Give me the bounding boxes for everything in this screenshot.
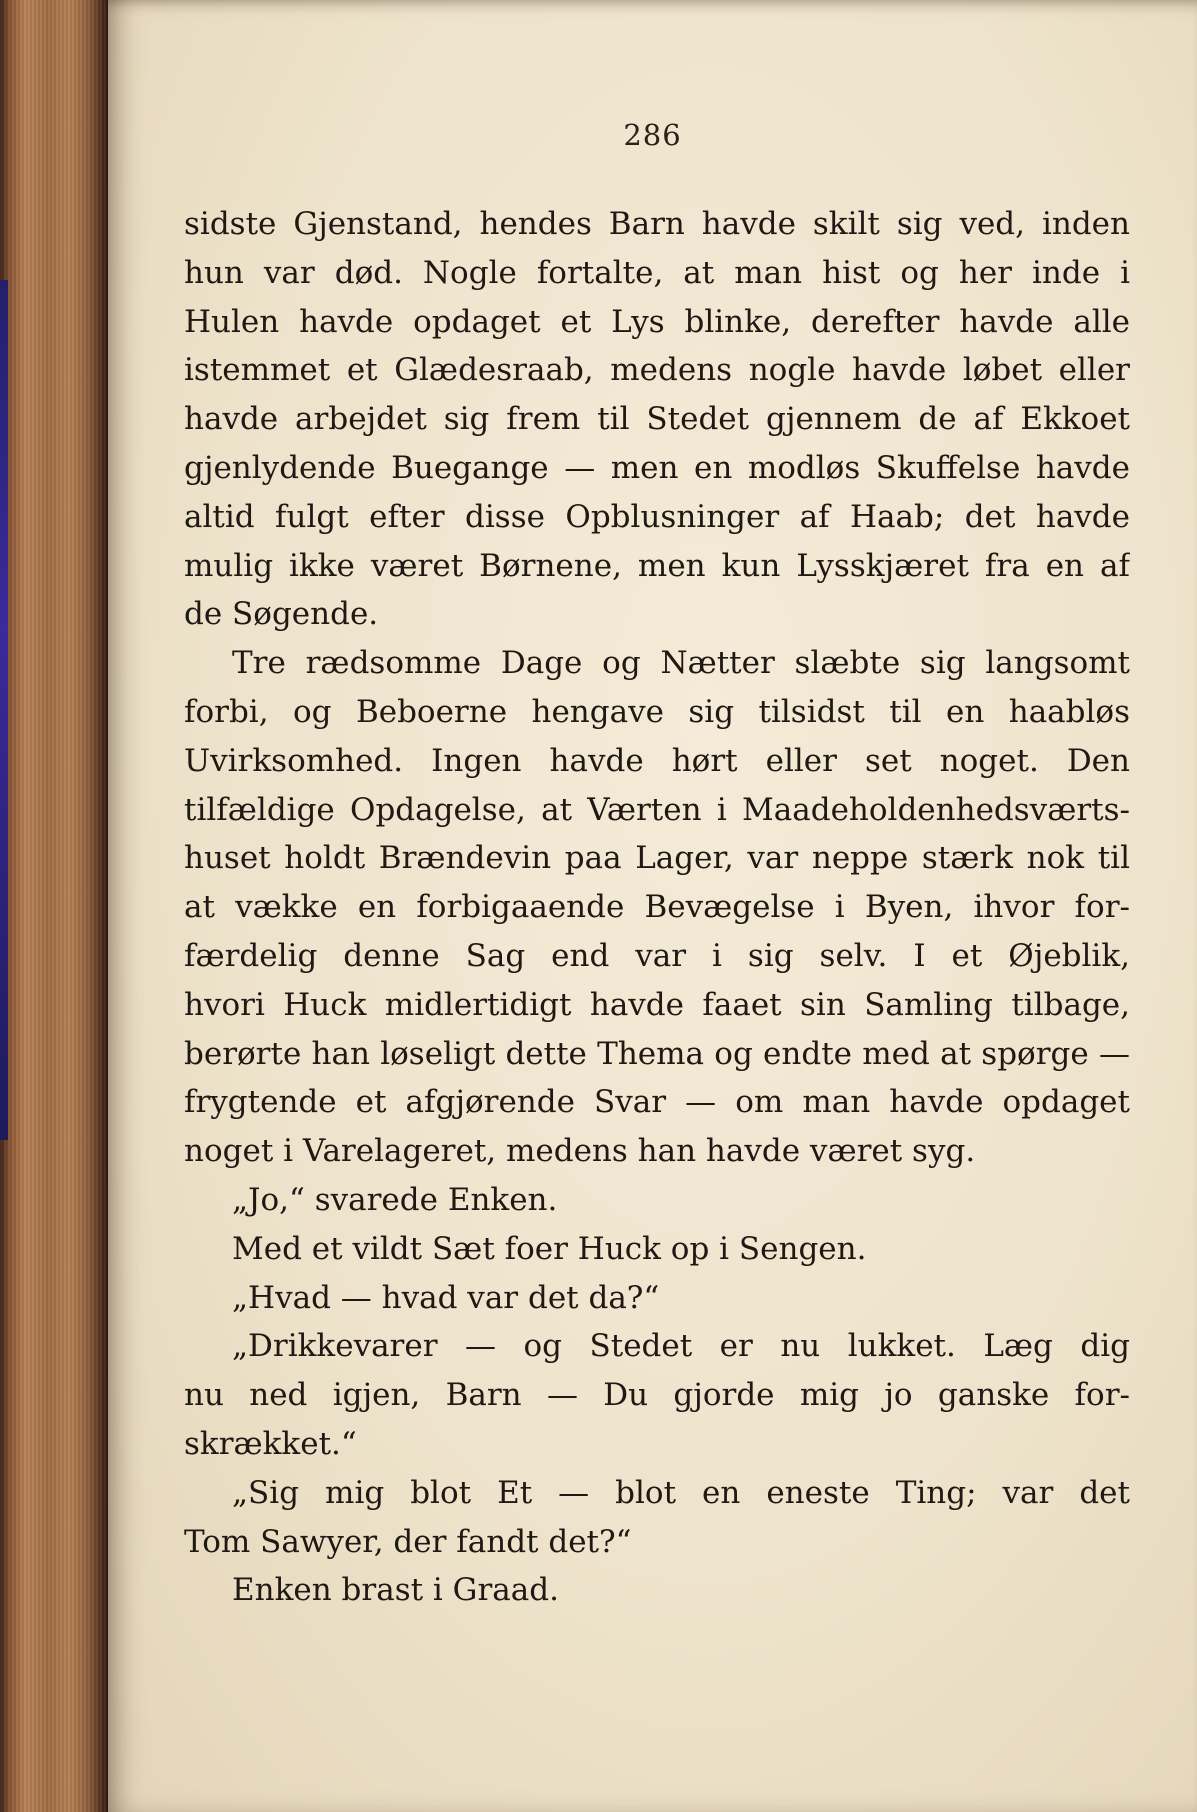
text-line: berørte han løseligt dette Thema og endte med at spørge — xyxy=(184,1035,1130,1072)
cover-edge-strip xyxy=(0,280,8,1140)
text-line: Med et vildt Sæt foer Huck op i Sengen. xyxy=(232,1230,867,1267)
text-line: huset holdt Brændevin paa Lager, var neppe stærk nok til xyxy=(184,840,1130,877)
text-line: skrækket.“ xyxy=(184,1425,357,1462)
text-line: Hulen havde opdaget et Lys blinke, derefter havde alle xyxy=(184,303,1130,340)
book-page-edges xyxy=(0,0,108,1812)
text-line: istemmet et Glædesraab, medens nogle havde løbet eller xyxy=(184,352,1130,389)
text-line: altid fulgt efter disse Opblusninger af Haab; det havde xyxy=(184,498,1130,535)
text-line: Enken brast i Graad. xyxy=(232,1572,559,1609)
text-line: færdelig denne Sag end var i sig selv. I et Øjeblik, xyxy=(184,937,1130,974)
text-line: „Sig mig blot Et — blot en eneste Ting; var det xyxy=(232,1474,1130,1511)
text-line: nu ned igjen, Barn — Du gjorde mig jo ganske for- xyxy=(184,1377,1130,1414)
text-line: sidste Gjenstand, hendes Barn havde skilt sig ved, inden xyxy=(184,206,1130,242)
page-number: 286 xyxy=(623,118,682,152)
text-line: mulig ikke været Børnene, men kun Lysskjæret fra en af xyxy=(184,547,1130,584)
text-line: Uvirksomhed. Ingen havde hørt eller set noget. Den xyxy=(184,742,1130,779)
text-line: forbi, og Beboerne hengave sig tilsidst til en haabløs xyxy=(184,693,1130,730)
text-line: „Jo,“ svarede Enken. xyxy=(232,1181,558,1218)
text-line: Tom Sawyer, der fandt det?“ xyxy=(184,1523,632,1560)
text-line: hun var død. Nogle fortalte, at man hist og her inde i xyxy=(184,254,1130,291)
text-line: „Drikkevarer — og Stedet er nu lukket. Læg dig xyxy=(232,1328,1130,1365)
text-line: Tre rædsomme Dage og Nætter slæbte sig langsomt xyxy=(232,645,1130,682)
text-line: tilfældige Opdagelse, at Værten i Maadeholdenhedsværts- xyxy=(184,791,1130,828)
body-text xyxy=(184,200,1130,1615)
text-line: noget i Varelageret, medens han havde været syg. xyxy=(184,1133,976,1170)
text-line: hvori Huck midlertidigt havde faaet sin Samling tilbage, xyxy=(184,986,1130,1023)
text-line: havde arbejdet sig frem til Stedet gjennem de af Ekkoet xyxy=(184,401,1130,438)
text-line: at vække en forbigaaende Bevægelse i Byen, ihvor for- xyxy=(184,889,1130,926)
text-line: de Søgende. xyxy=(184,596,379,633)
text-line: gjenlydende Buegange — men en modløs Skuffelse havde xyxy=(184,449,1130,486)
text-line: frygtende et afgjørende Svar — om man havde opdaget xyxy=(184,1084,1130,1121)
text-line: „Hvad — hvad var det da?“ xyxy=(232,1279,660,1316)
